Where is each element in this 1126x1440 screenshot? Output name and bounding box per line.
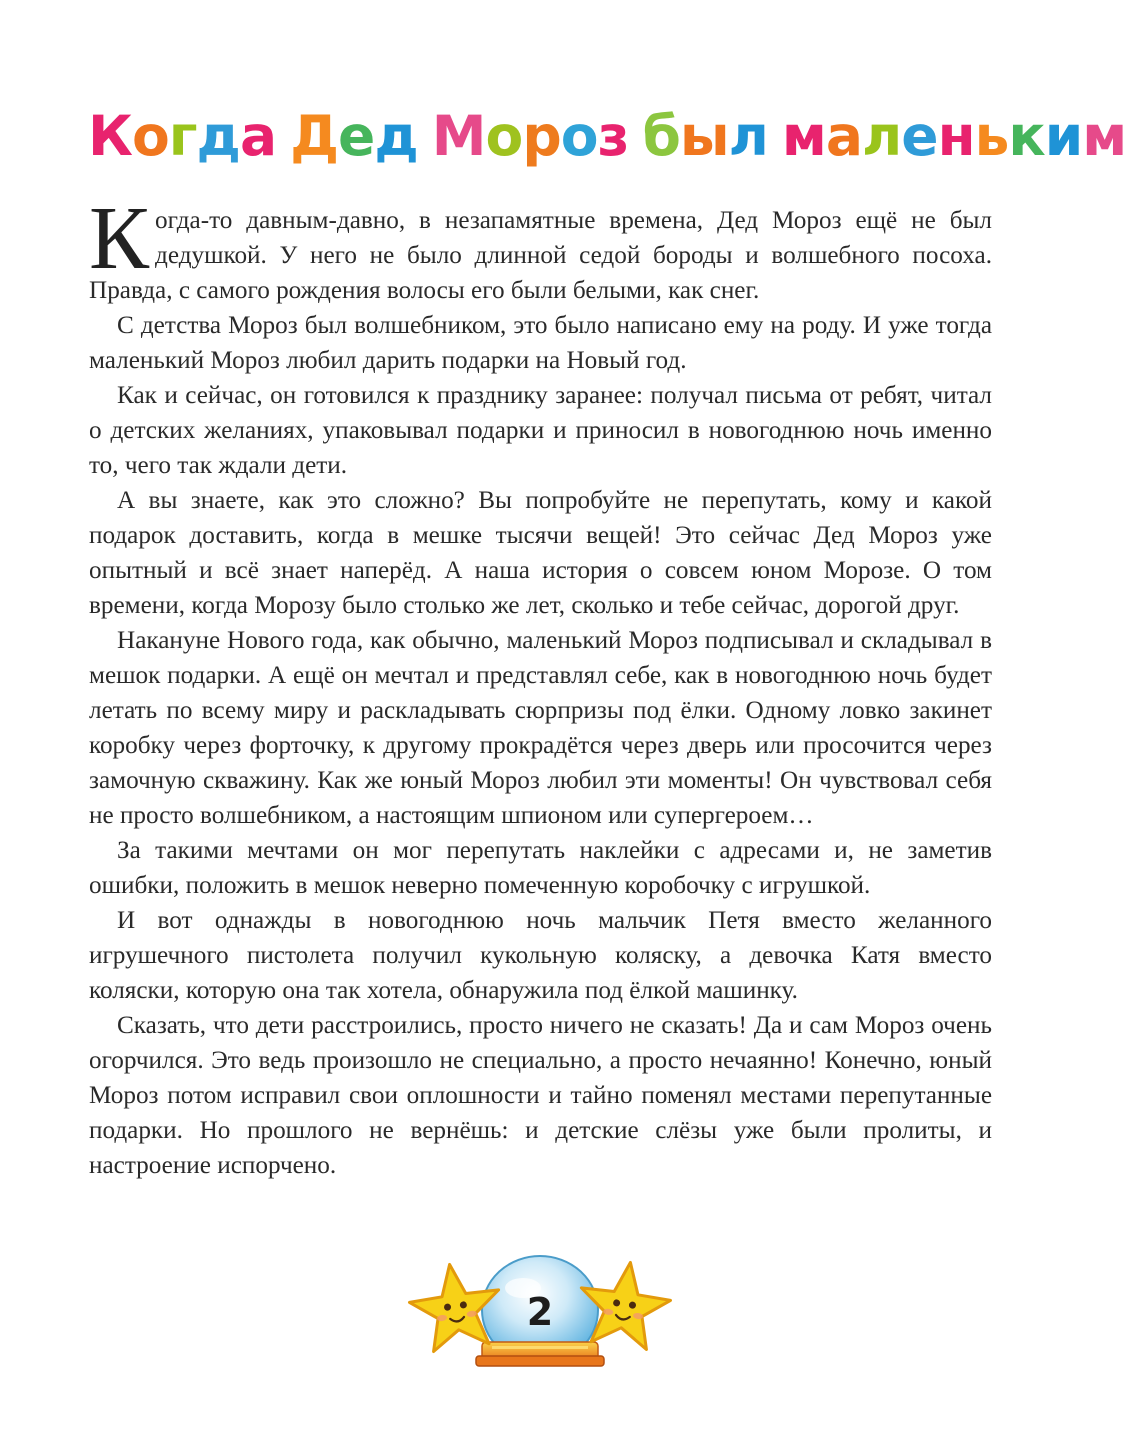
title-letter: о <box>560 104 598 168</box>
title-letter: г <box>168 104 197 168</box>
title-letter: н <box>937 104 975 168</box>
title-letter: м <box>1082 104 1126 168</box>
title-word <box>432 100 629 172</box>
title-letter: л <box>728 104 768 168</box>
story-text <box>89 189 992 1183</box>
drop-cap: К <box>89 189 150 288</box>
title-word <box>782 100 1126 172</box>
title-letter: ь <box>974 104 1009 168</box>
story-paragraph-1-text: огда-то давным-давно, в незапамятные времена, Дед Мороз ещё не был дедушкой. У него не было длинной седой бороды и волшебного посоха. Правда, с самого рождения волосы его были белыми, как снег. <box>89 207 992 304</box>
title-letter: р <box>522 104 561 168</box>
title-letter: о <box>131 104 169 168</box>
title-word <box>290 100 418 172</box>
title-letter: о <box>485 104 523 168</box>
story-paragraph-3: Как и сейчас, он готовился к празднику заранее: получал письма от ребят, читал о детских желаниях, упаковывал подарки и приносил в новогоднюю ночь именно то, чего так ждали дети. <box>89 382 992 479</box>
title-letter: а <box>825 104 862 168</box>
story-paragraph-8: Сказать, что дети расстроились, просто ничего не сказать! Да и сам Мороз очень огорчился. Это ведь произошло не специально, а просто нечаянно! Конечно, юный Мороз потом исправил свои оплошности и тайно поменял местами перепутанные подарки. Но прошлого не вернёшь: и детские слёзы уже были пролиты, и настроение испорчено. <box>89 1012 992 1179</box>
title-letter: и <box>1044 104 1083 168</box>
title-letter: б <box>642 104 680 168</box>
title-letter: л <box>862 104 902 168</box>
story-paragraph-5: Накануне Нового года, как обычно, маленький Мороз подписывал и складывал в мешок подарки. А ещё он мечтал и представлял себе, как в новогоднюю ночь будет летать по всему миру и раскладывать сюрпризы под ёлки. Одному ловко закинет коробку через форточку, к другому прокрадётся через дверь или просочится через замочную скважину. Как же юный Мороз любил эти моменты! Он чувствовал себя не просто волшебником, а настоящим шпионом или супергероем… <box>89 627 992 829</box>
title-letter: а <box>239 104 277 168</box>
page-number: 2 <box>526 1290 554 1334</box>
title-letter: е <box>338 104 375 168</box>
title-letter: д <box>374 104 418 168</box>
story-paragraph-7: И вот однажды в новогоднюю ночь мальчик Петя вместо желанного игрушечного пистолета получил кукольную коляску, а девочка Катя вместо коляски, которую она так хотела, обнаружила под ёлкой машинку. <box>89 907 992 1004</box>
title-letter: з <box>597 104 629 168</box>
title-letter: М <box>431 104 486 168</box>
title-word <box>88 100 276 172</box>
title-letter: к <box>1008 104 1045 168</box>
story-paragraph-6: За такими мечтами он мог перепутать наклейки с адресами и, не заметив ошибки, положить в мешок неверно помеченную коробочку с игрушкой. <box>89 837 992 899</box>
title-word <box>642 100 767 172</box>
page-footer <box>408 1258 672 1373</box>
page-title <box>88 100 1126 172</box>
title-letter: д <box>196 104 240 168</box>
title-letter: К <box>88 104 132 168</box>
title-letter: Д <box>290 104 339 168</box>
title-letter: е <box>901 104 938 168</box>
story-paragraph-2: С детства Мороз был волшебником, это было написано ему на роду. И уже тогда маленький Мороз любил дарить подарки на Новый год. <box>89 312 992 374</box>
story-paragraph-1 <box>89 189 992 308</box>
title-letter: ы <box>679 104 729 168</box>
title-letter: м <box>781 104 826 168</box>
story-paragraph-4: А вы знаете, как это сложно? Вы попробуйте не перепутать, кому и какой подарок доставить, когда в мешке тысячи вещей! Это сейчас Дед Мороз уже опытный и всё знает наперёд. А наша история о совсем юном Морозе. О том времени, когда Морозу было столько же лет, сколько и тебе сейчас, дорогой друг. <box>89 487 992 619</box>
